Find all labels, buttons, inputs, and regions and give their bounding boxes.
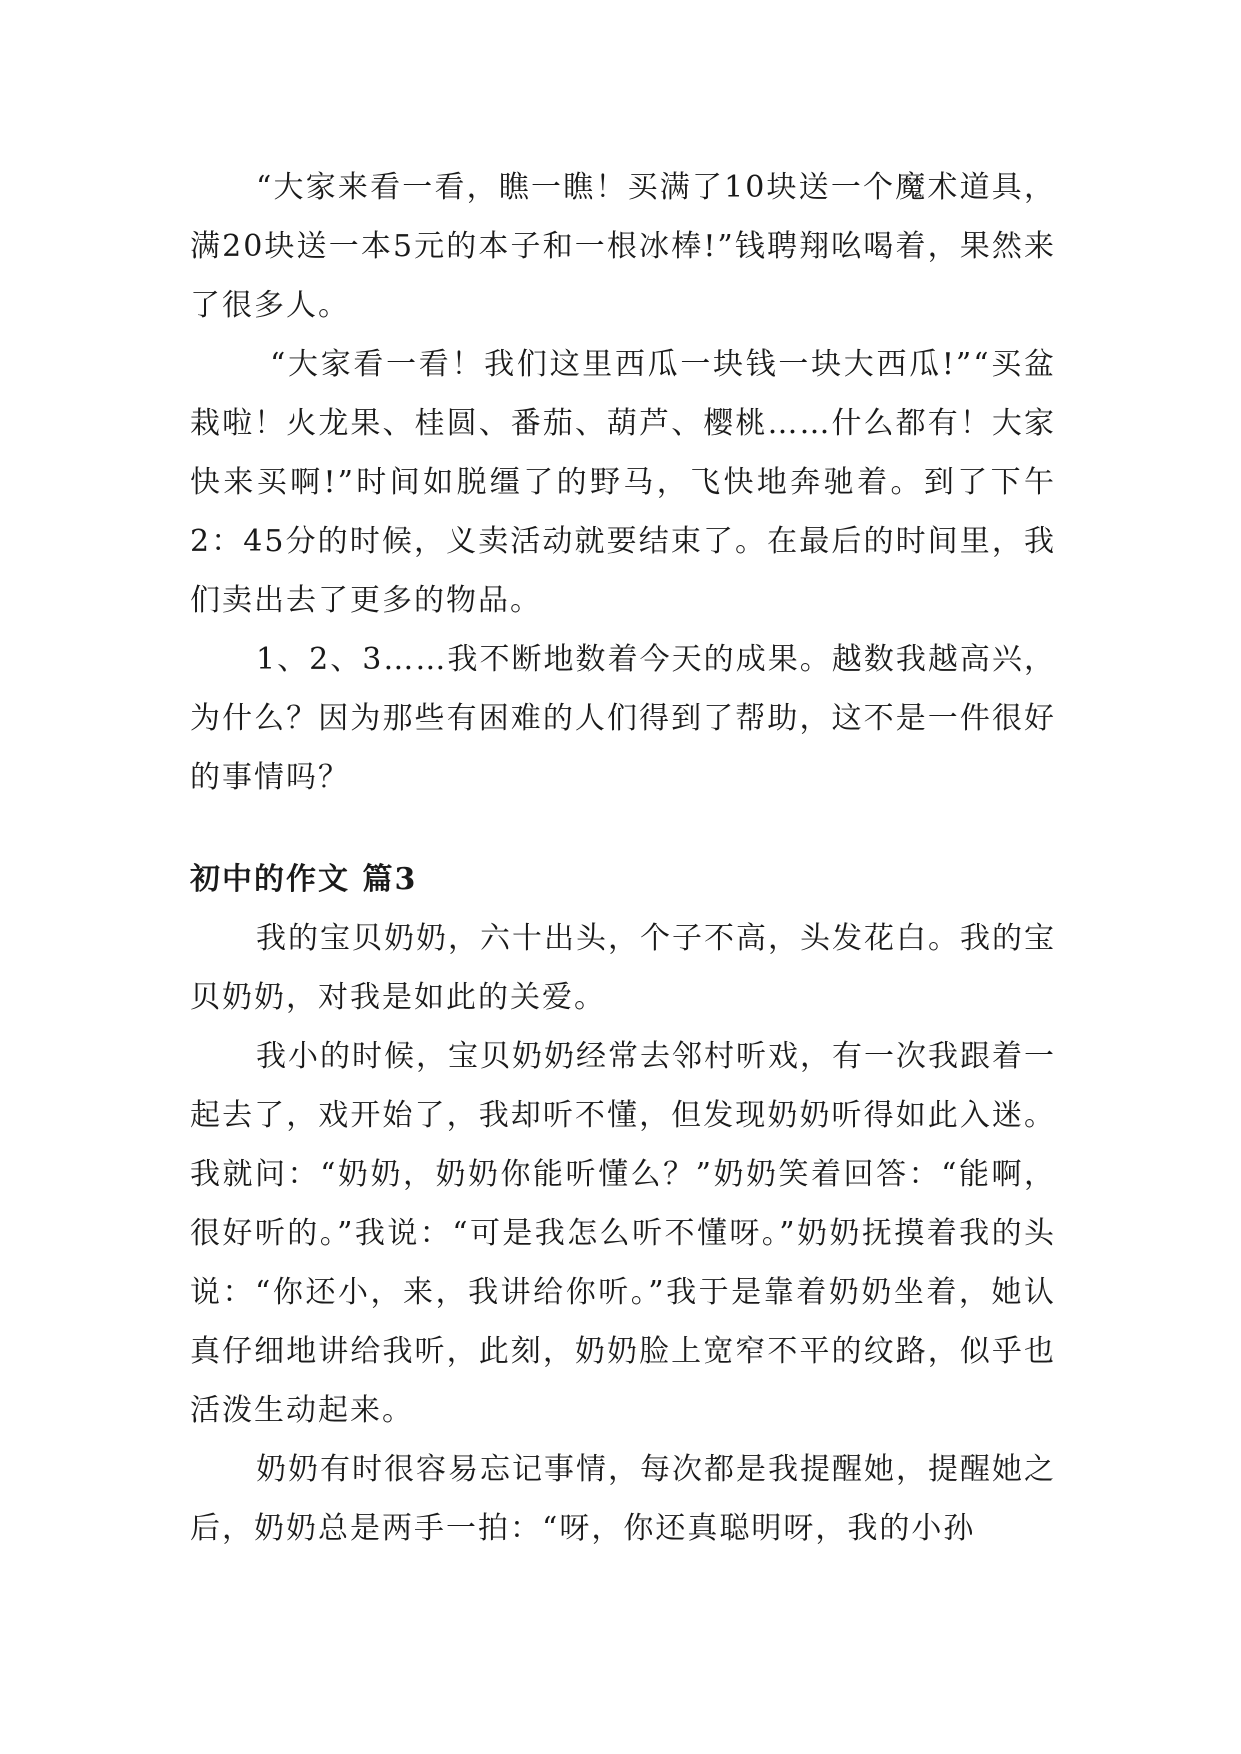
paragraph-grandma-intro: 我的宝贝奶奶，六十出头，个子不高，头发花白。我的宝贝奶奶，对我是如此的关爱。 [190, 921, 1056, 1015]
paragraph-forgetful-grandma: 奶奶有时很容易忘记事情，每次都是我提醒她，提醒她之后，奶奶总是两手一拍：“呀，你还真聪明呀，我的小孙 [190, 1452, 1056, 1546]
section-heading: 初中的作文 篇3 [190, 862, 418, 897]
paragraph-charity-sale-call: “大家来看一看，瞧一瞧！买满了10块送一个魔术道具，满20块送一本5元的本子和一根冰棒!”钱聘翔吆喝着，果然来了很多人。 [190, 170, 1056, 323]
document-body [190, 158, 1056, 1558]
paragraph-market-calls: “大家看一看！我们这里西瓜一块钱一块大西瓜!”“买盆栽啦！火龙果、桂圆、番茄、葫芦、樱桃……什么都有！大家快来买啊!”时间如脱缰了的野马，飞快地奔驰着。到了下午2：45分的时候，义卖活动就要结束了。在最后的时间里，我们卖出去了更多的物品。 [190, 347, 1056, 618]
paragraph-opera-memory: 我小的时候，宝贝奶奶经常去邻村听戏，有一次我跟着一起去了，戏开始了，我却听不懂，但发现奶奶听得如此入迷。我就问：“奶奶，奶奶你能听懂么？”奶奶笑着回答：“能啊，很好听的。”我说：“可是我怎么听不懂呀。”奶奶抚摸着我的头说：“你还小，来，我讲给你听。”我于是靠着奶奶坐着，她认真仔细地讲给我听，此刻，奶奶脸上宽窄不平的纹路，似乎也活泼生动起来。 [190, 1039, 1056, 1428]
paragraph-counting-results: 1、2、3……我不断地数着今天的成果。越数我越高兴，为什么？因为那些有困难的人们得到了帮助，这不是一件很好的事情吗？ [190, 642, 1056, 795]
